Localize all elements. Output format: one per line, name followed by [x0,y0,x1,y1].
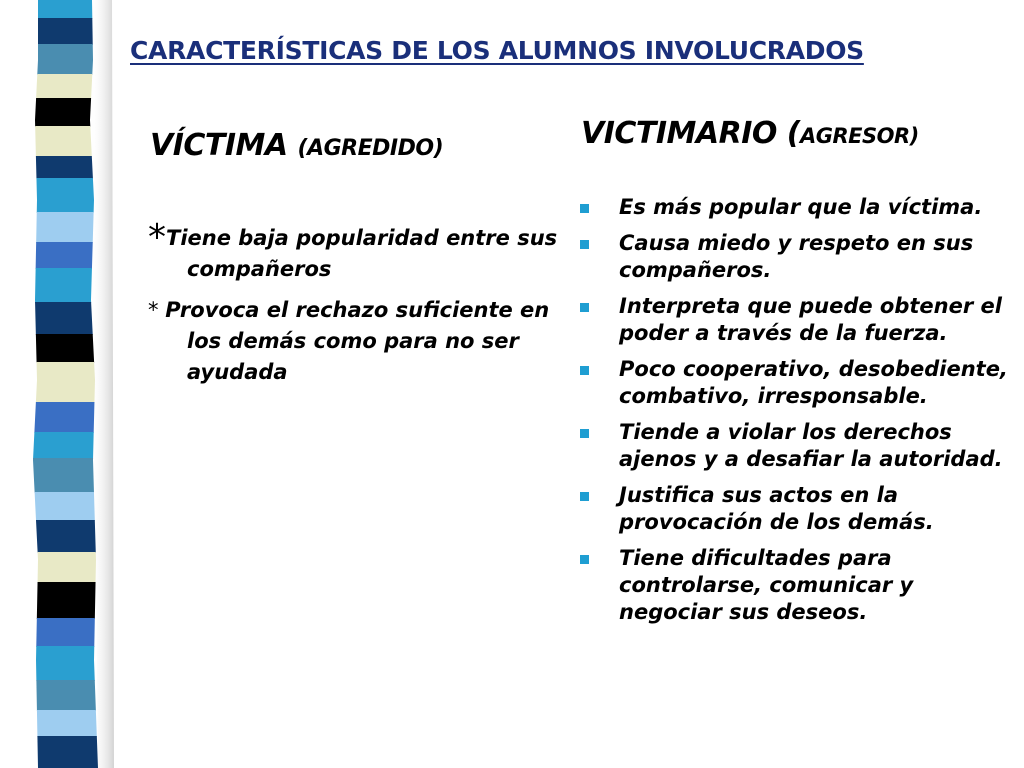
stripe-segment [30,432,100,459]
stripe-segment [30,710,100,737]
aggressor-item [576,194,1016,221]
stripe-segment [30,520,100,553]
square-bullet-icon [580,429,589,438]
victim-heading-sub: (AGREDIDO) [297,136,444,161]
stripe-segment [30,552,100,583]
aggressor-item [576,545,1016,626]
aggressor-item [576,230,1016,284]
aggressor-item-text: Tiene dificultades para controlarse, comunicar y negociar sus deseos. [619,546,914,624]
stripe-segment [30,646,100,681]
stripe-segment [30,18,100,45]
victim-item-text: Tiene baja popularidad entre sus compañeros [166,226,558,281]
stripe-segment [30,736,100,768]
square-bullet-icon [580,204,589,213]
stripe-segment [30,212,100,243]
victim-heading-main: VÍCTIMA [150,128,298,163]
square-bullet-icon [580,555,589,564]
aggressor-item-text: Interpreta que puede obtener el poder a través de la fuerza. [619,294,1002,345]
stripe-segment [30,458,100,493]
stripe-segment [30,0,100,19]
stripe-segment [30,680,100,711]
stripe-segment [30,98,100,127]
aggressor-item [576,419,1016,473]
square-bullet-icon [580,303,589,312]
aggressor-item-text: Poco cooperativo, desobediente, combativo, irresponsable. [619,357,1008,408]
victim-item [148,295,558,388]
victim-item-text: Provoca el rechazo suficiente en los demás como para no ser ayudada [165,298,550,384]
square-bullet-icon [580,492,589,501]
stripe-segment [30,492,100,521]
aggressor-item [576,293,1016,347]
aggressor-heading-sub: AGRESOR) [800,124,919,148]
aggressor-characteristics [576,194,1016,635]
decorative-stripe-band [0,0,118,768]
square-bullet-icon [580,240,589,249]
aggressor-item-text: Causa miedo y respeto en sus compañeros. [619,231,974,282]
aggressor-heading [581,116,919,151]
stripe-segment [30,302,100,335]
stripe-segment [30,402,100,433]
asterisk-marker: * [148,217,166,258]
victim-characteristics [148,217,558,388]
stripe-segment [30,178,100,213]
stripe-segment [30,126,100,157]
slide-title: CARACTERÍSTICAS DE LOS ALUMNOS INVOLUCRADOS [130,36,864,65]
aggressor-item [576,356,1016,410]
stripe-segment [30,582,100,619]
aggressor-heading-main: VICTIMARIO ( [581,116,801,151]
stripe-segment [30,362,100,403]
stripe-segment [30,242,100,269]
stripe-segment [30,334,100,363]
aggressor-item-text: Es más popular que la víctima. [619,195,983,219]
aggressor-item [576,482,1016,536]
stripe-band-graphic [0,0,118,768]
stripe-segment [30,74,100,99]
victim-item [148,217,558,285]
stripe-segment [30,618,100,647]
stripe-segment [30,44,100,75]
stripe-segment [30,156,100,179]
square-bullet-icon [580,366,589,375]
stripe-segment [30,268,100,303]
asterisk-marker: * [148,298,166,322]
aggressor-item-text: Tiende a violar los derechos ajenos y a desafiar la autoridad. [619,420,1003,471]
victim-heading [150,128,443,163]
aggressor-item-text: Justifica sus actos en la provocación de los demás. [619,483,934,534]
